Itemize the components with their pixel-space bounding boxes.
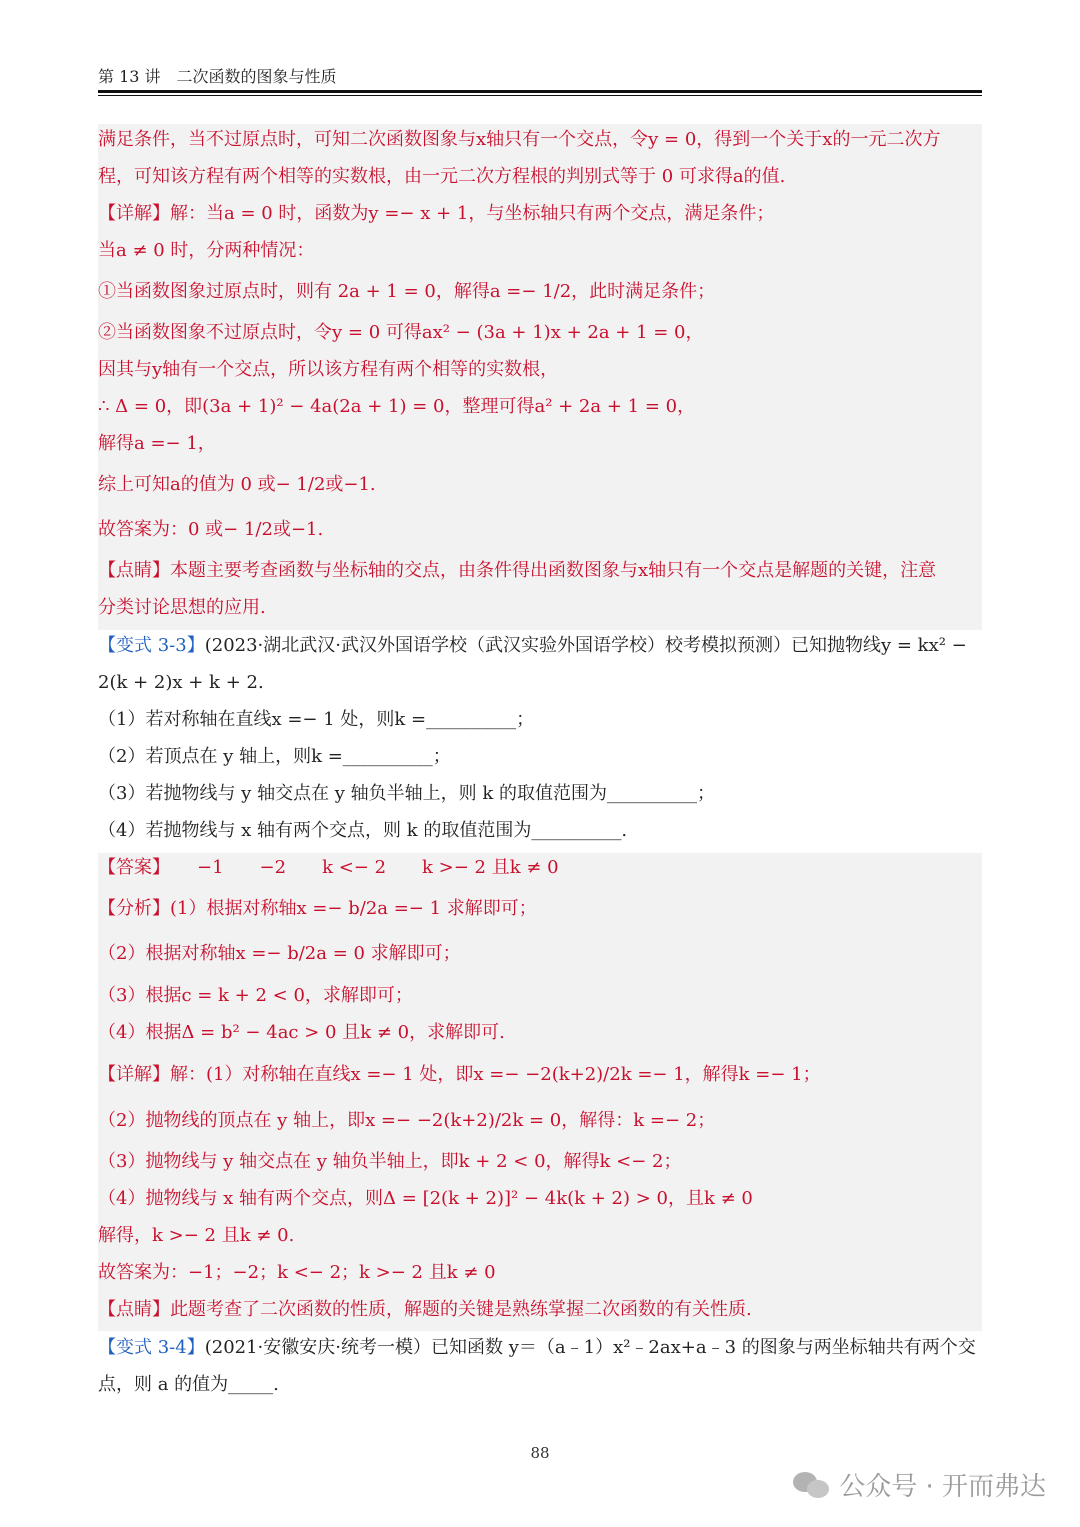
detail-line: 故答案为：−1；−2；k <− 2；k >− 2 且k ≠ 0 [98,1262,496,1283]
solution-line: 【点睛】本题主要考查函数与坐标轴的交点，由条件得出函数图象与x轴只有一个交点是解题的关键，注意 [98,560,937,581]
detail-line: （4）抛物线与 x 轴有两个交点，则Δ = [2(k + 2)]² − 4k(k + 2) > 0，且k ≠ 0 [98,1188,753,1209]
question-item: （3）若抛物线与 y 轴交点在 y 轴负半轴上，则 k 的取值范围为__________； [98,783,716,804]
variant-label: 【变式 3-4】 [98,1337,205,1358]
detail-line: （3）抛物线与 y 轴交点在 y 轴负半轴上，即k + 2 < 0，解得k <− 2； [98,1151,682,1172]
analysis-line: （4）根据Δ = b² − 4ac > 0 且k ≠ 0，求解即可. [98,1022,505,1043]
analysis-line: （2）根据对称轴x =− b/2a = 0 求解即可； [98,943,461,964]
variant-text: (2023·湖北武汉·武汉外国语学校（武汉实验外国语学校）校考模拟预测）已知抛物线y = kx² − [204,635,967,656]
solution-line: ∴ Δ = 0，即(3a + 1)² − 4a(2a + 1) = 0，整理可得a² + 2a + 1 = 0， [98,396,696,417]
variant-3-3-line2: 2(k + 2)x + k + 2. [98,672,264,693]
watermark-text: 公众号 · 开而弗达 [839,1472,1046,1502]
variant-label: 【变式 3-3】 [98,635,205,656]
answer-line: 【答案】 −1 −2 k <− 2 k >− 2 且k ≠ 0 [98,857,559,878]
page-header: 第 13 讲 二次函数的图象与性质 [98,67,337,86]
header-rule-thin [98,95,982,96]
solution-line: 【详解】解：当a = 0 时，函数为y =− x + 1，与坐标轴只有两个交点，满足条件； [98,203,775,224]
detail-line: （2）抛物线的顶点在 y 轴上，即x =− −2(k+2)/2k = 0，解得：k =− 2； [98,1110,716,1131]
solution-line: 当a ≠ 0 时，分两种情况： [98,240,315,261]
watermark [793,1466,1046,1503]
question-item: （2）若顶点在 y 轴上，则k =__________； [98,746,451,767]
solution-line: ②当函数图象不过原点时，令y = 0 可得ax² − (3a + 1)x + 2a + 1 = 0， [98,322,704,343]
page-number: 88 [530,1444,550,1462]
comment-line: 【点睛】此题考查了二次函数的性质，解题的关键是熟练掌握二次函数的有关性质. [98,1299,752,1320]
analysis-line: （3）根据c = k + 2 < 0，求解即可； [98,985,413,1006]
variant-text: (2021·安徽安庆·统考一模）已知函数 y＝（a﹣1）x²﹣2ax+a﹣3 的图象与两坐标轴共有两个交 [204,1337,976,1358]
question-item: （1）若对称轴在直线x =− 1 处，则k =__________； [98,709,535,730]
question-item: （4）若抛物线与 x 轴有两个交点，则 k 的取值范围为__________. [98,820,628,841]
solution-line: 因其与y轴有一个交点，所以该方程有两个相等的实数根， [98,359,559,380]
solution-line: 解得a =− 1， [98,433,216,454]
solution-line: 分类讨论思想的应用. [98,597,266,618]
variant-3-3-line1 [98,633,982,659]
solution-line: 综上可知a的值为 0 或− 1/2或−1. [98,474,376,495]
detail-line: 【详解】解：(1）对称轴在直线x =− 1 处，即x =− −2(k+2)/2k =− 1，解得k =− 1； [98,1064,821,1085]
solution-line: 满足条件，当不过原点时，可知二次函数图象与x轴只有一个交点，令y = 0，得到一个关于x的一元二次方 [98,129,941,150]
variant-3-4-line2: 点，则 a 的值为_____. [98,1374,279,1395]
analysis-line: 【分析】(1）根据对称轴x =− b/2a =− 1 求解即可； [98,898,537,919]
solution-line: ①当函数图象过原点时，则有 2a + 1 = 0，解得a =− 1/2，此时满足条件； [98,281,716,302]
variant-3-4-line1 [98,1335,982,1361]
header-rule-thick [98,90,982,93]
solution-line: 故答案为：0 或− 1/2或−1. [98,519,324,540]
wechat-icon [793,1470,831,1500]
solution-line: 程，可知该方程有两个相等的实数根，由一元二次方程根的判别式等于 0 可求得a的值. [98,166,786,187]
detail-line: 解得，k >− 2 且k ≠ 0. [98,1225,295,1246]
